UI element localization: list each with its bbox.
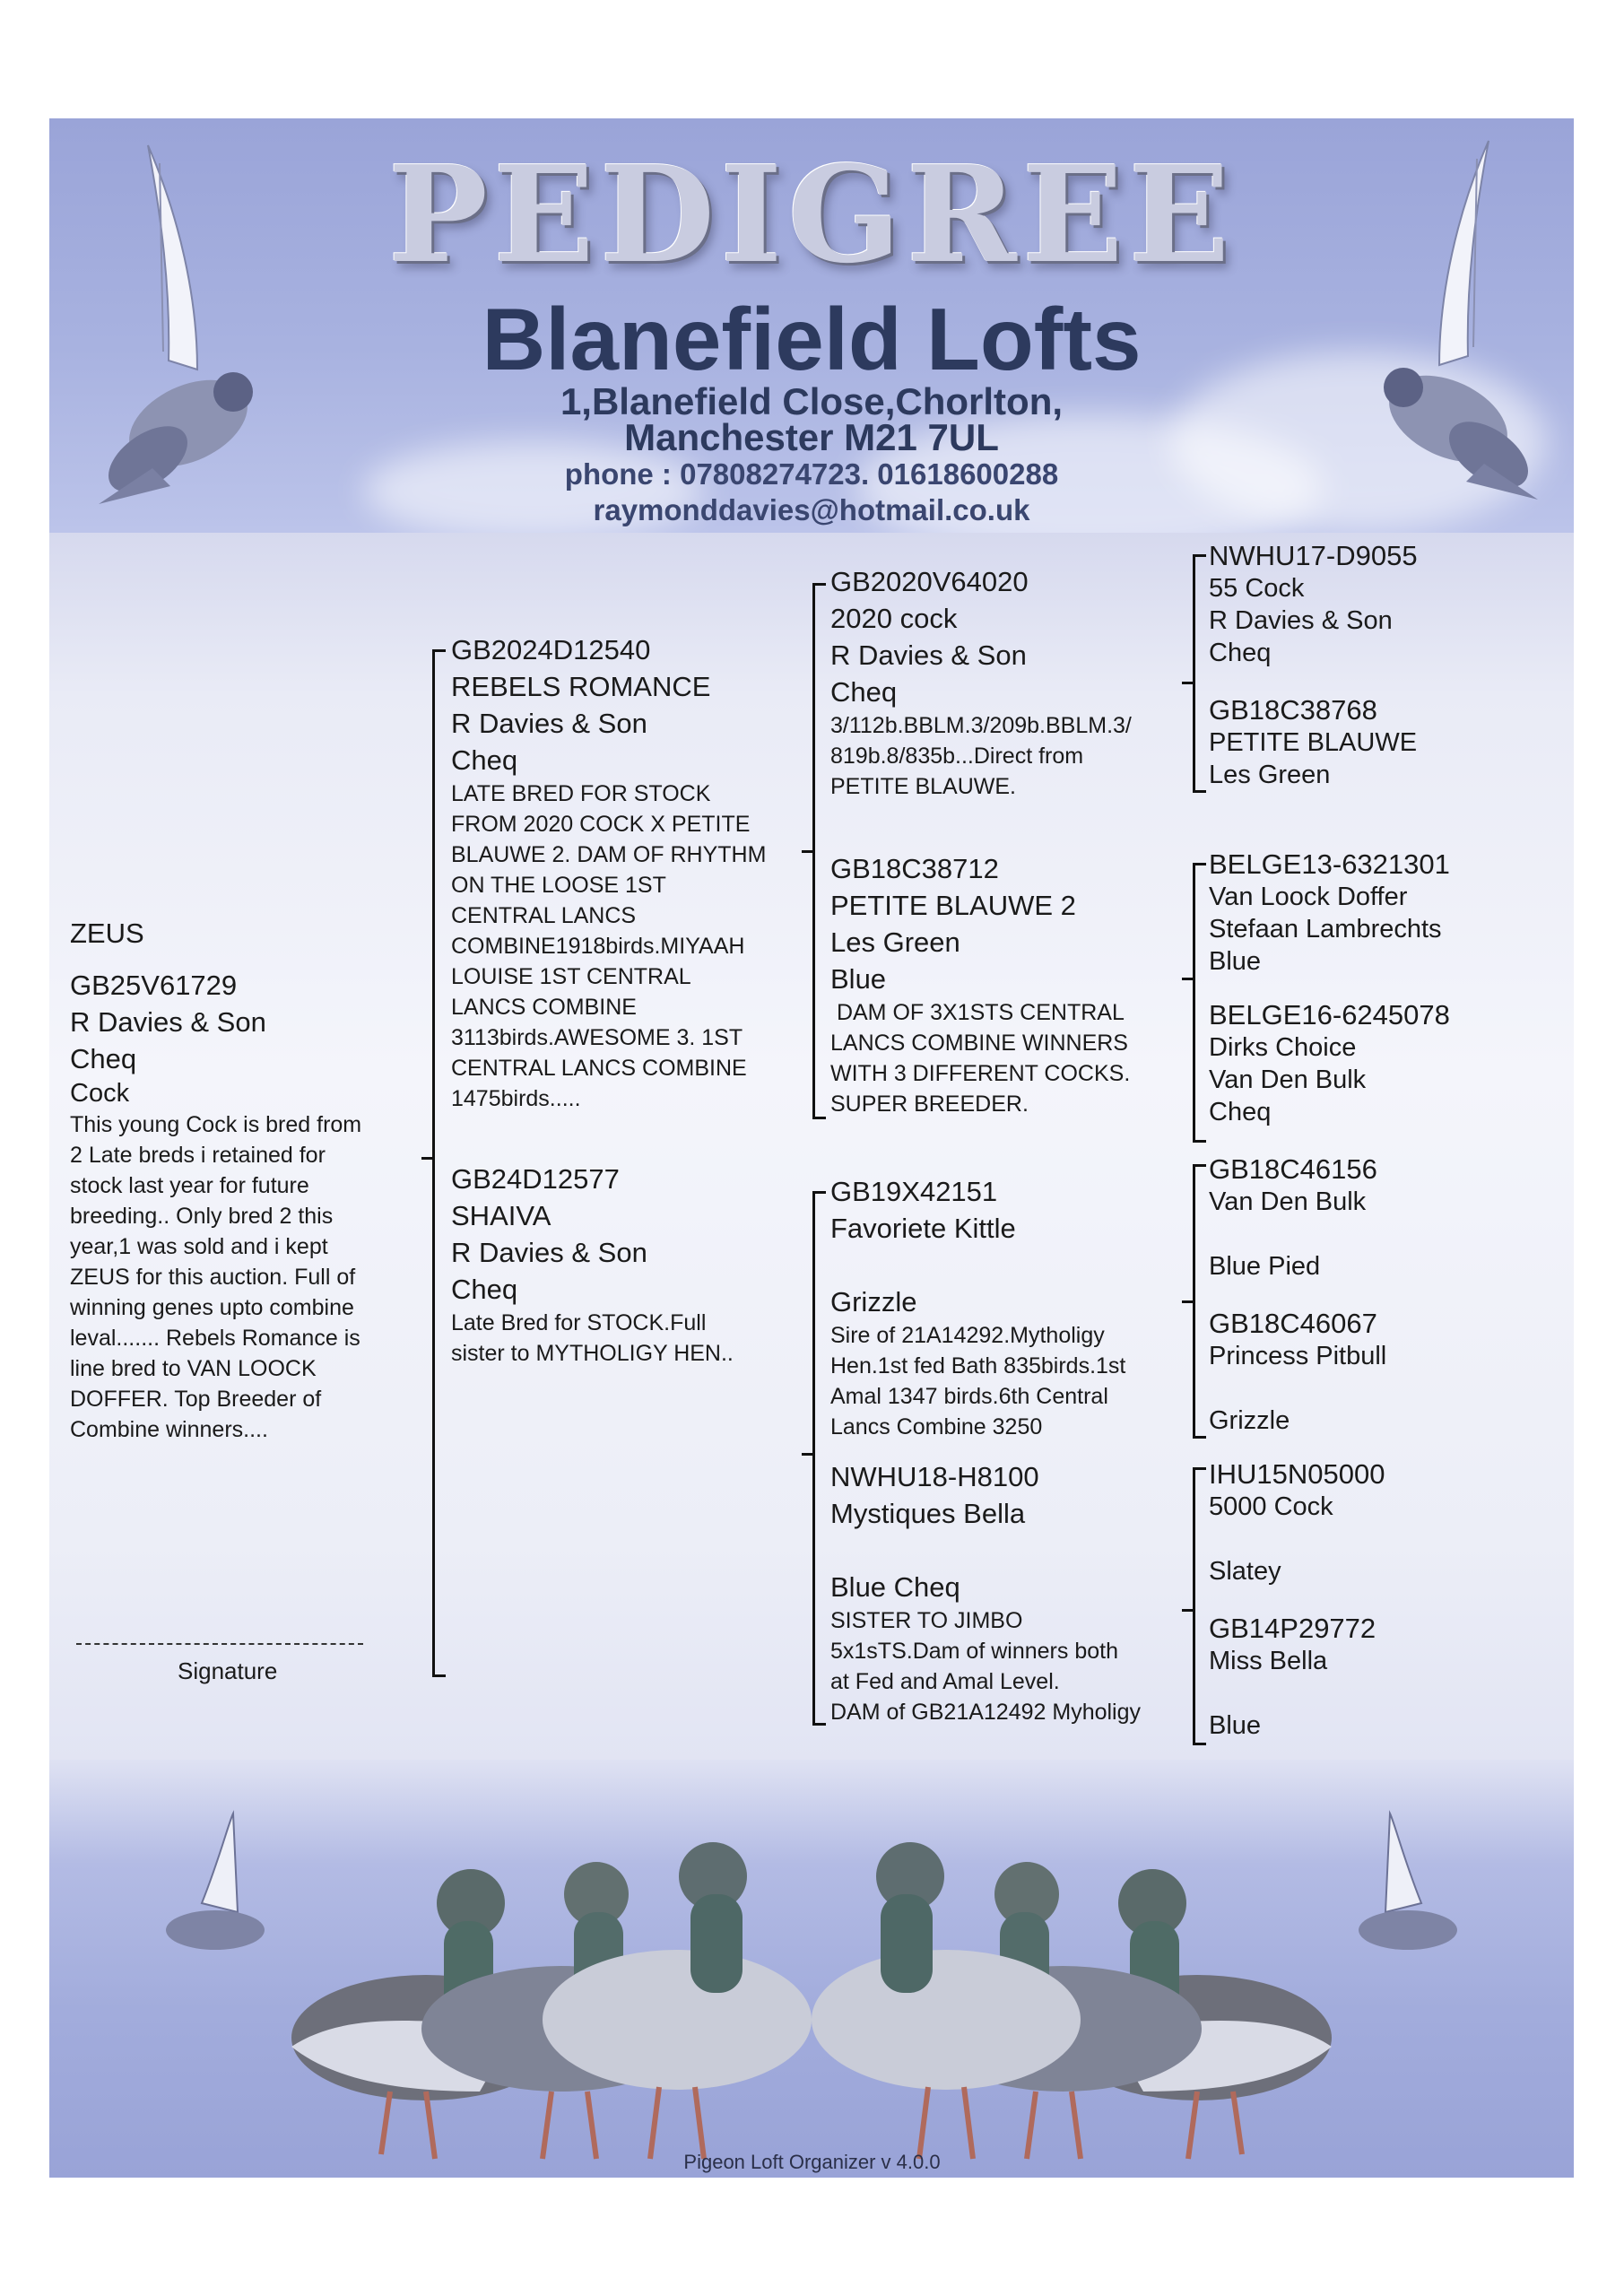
phone-numbers: phone : 07808274723. 01618600288 [564,457,1059,491]
gp0-colour: Cheq [830,676,898,708]
bracket-tick [1182,1300,1194,1303]
gp2-ring: GB19X42151 [830,1176,998,1207]
ggp-bracket-2 [1193,863,1206,1143]
ggp4-entry: GB18C46156 Van Den Bulk Blue Pied [1209,1153,1377,1281]
sire-ring: GB2024D12540 [451,634,651,665]
gp3-notes: SISTER TO JIMBO 5x1sTS.Dam of winners both at Fed and Amal Level. DAM of GB21A12492 Myholigy [830,1608,1142,1725]
sire-owner: R Davies & Son [451,708,647,739]
bracket-tick [802,850,814,853]
dam-name: SHAIVA [451,1200,551,1231]
ggp7-entry: GB14P29772 Miss Bella Blue [1209,1613,1376,1740]
gp1-name: PETITE BLAUWE 2 [830,890,1076,921]
dam-owner: R Davies & Son [451,1237,647,1268]
gp3-ring: NWHU18-H8100 [830,1461,1039,1492]
software-credit: Pigeon Loft Organizer v 4.0.0 [683,2151,941,2173]
subject-ring: GB25V61729 [70,970,238,1001]
subject-sex: Cock [70,1079,130,1108]
ggp3-entry: BELGE16-6245078 Dirks Choice Van Den Bulk Cheq [1209,999,1450,1126]
gp1-ring: GB18C38712 [830,853,999,884]
gp3-name: Mystiques Bella [830,1498,1026,1529]
gp2-notes: Sire of 21A14292.Mytholigy Hen.1st fed Bath 835birds.1st Amal 1347 birds.6th Central Lancs Combine 3250 [830,1323,1126,1439]
subject-name: ZEUS [70,918,144,949]
bracket-tick [1182,1609,1194,1612]
ggp6-entry: IHU15N05000 5000 Cock Slatey [1209,1458,1385,1586]
signature-label: Signature [178,1657,278,1684]
footer-pigeons-illustration [49,1805,1574,2178]
gp1-owner: Les Green [830,926,960,958]
gp2-colour: Grizzle [830,1286,917,1318]
parents-bracket [432,649,446,1677]
ggp-bracket-4 [1193,1467,1206,1745]
gp0-name: 2020 cock [830,603,958,634]
gp1-colour: Blue [830,963,887,995]
email-address: raymonddavies@hotmail.co.uk [593,493,1030,526]
ggp-bracket-1 [1193,554,1206,793]
ggp0-entry: NWHU17-D9055 55 Cock R Davies & Son Cheq [1209,540,1418,667]
dam-grandparents-bracket [812,1191,826,1726]
bracket-tick [1182,682,1194,684]
loft-name: Blanefield Lofts [482,290,1142,388]
gp2-name: Favoriete Kittle [830,1213,1016,1244]
gp3-colour: Blue Cheq [830,1571,960,1603]
bracket-tick [421,1157,434,1160]
gp0-owner: R Davies & Son [830,639,1027,671]
subject-owner: R Davies & Son [70,1006,266,1038]
dam-notes: Late Bred for STOCK.Full sister to MYTHOLIGY HEN.. [451,1310,734,1366]
ggp5-entry: GB18C46067 Princess Pitbull Grizzle [1209,1308,1387,1435]
dam-ring: GB24D12577 [451,1163,620,1195]
bracket-tick [1182,978,1194,980]
signature-line [76,1643,363,1645]
sire-notes: LATE BRED FOR STOCK FROM 2020 COCK X PETITE BLAUWE 2. DAM OF RHYTHM ON THE LOOSE 1ST CENTRAL LANCS COMBINE1918birds.MIYAAH LOUISE 1ST CENTRAL LANCS COMBINE 3113birds.AWESOME 3. 1ST CENTRAL LANCS COMBINE 1475birds..... [451,781,767,1111]
gp0-notes: 3/112b.BBLM.3/209b.BBLM.3/ 819b.8/835b...Direct from PETITE BLAUWE. [830,713,1132,799]
ggp1-entry: GB18C38768 PETITE BLAUWE Les Green [1209,694,1418,789]
sire-grandparents-bracket [812,583,826,1119]
ggp-bracket-3 [1193,1164,1206,1439]
sire-colour: Cheq [451,744,518,776]
sire-name: REBELS ROMANCE [451,671,711,702]
subject-colour: Cheq [70,1043,137,1074]
bracket-tick [802,1453,814,1456]
gp1-notes: DAM OF 3X1STS CENTRAL LANCS COMBINE WINNERS WITH 3 DIFFERENT COCKS. SUPER BREEDER. [830,1000,1131,1117]
subject-notes: This young Cock is bred from 2 Late breds i retained for stock last year for future breeding.. Only bred 2 this year,1 was sold and i kept ZEUS for this auction. Full of winning genes upto combine leval....... Rebels Romance is line bred to VAN LOOCK DOFFER. Top Breeder of Combine winners.... [70,1112,362,1442]
ggp2-entry: BELGE13-6321301 Van Loock Doffer Stefaan Lambrechts Blue [1209,848,1450,976]
pedigree-title: PEDIGREE [387,136,1236,292]
address-line-2: Manchester M21 7UL [624,416,999,458]
address-line-1: 1,Blanefield Close,Chorlton, [560,380,1064,422]
dam-colour: Cheq [451,1274,518,1305]
gp0-ring: GB2020V64020 [830,566,1029,597]
